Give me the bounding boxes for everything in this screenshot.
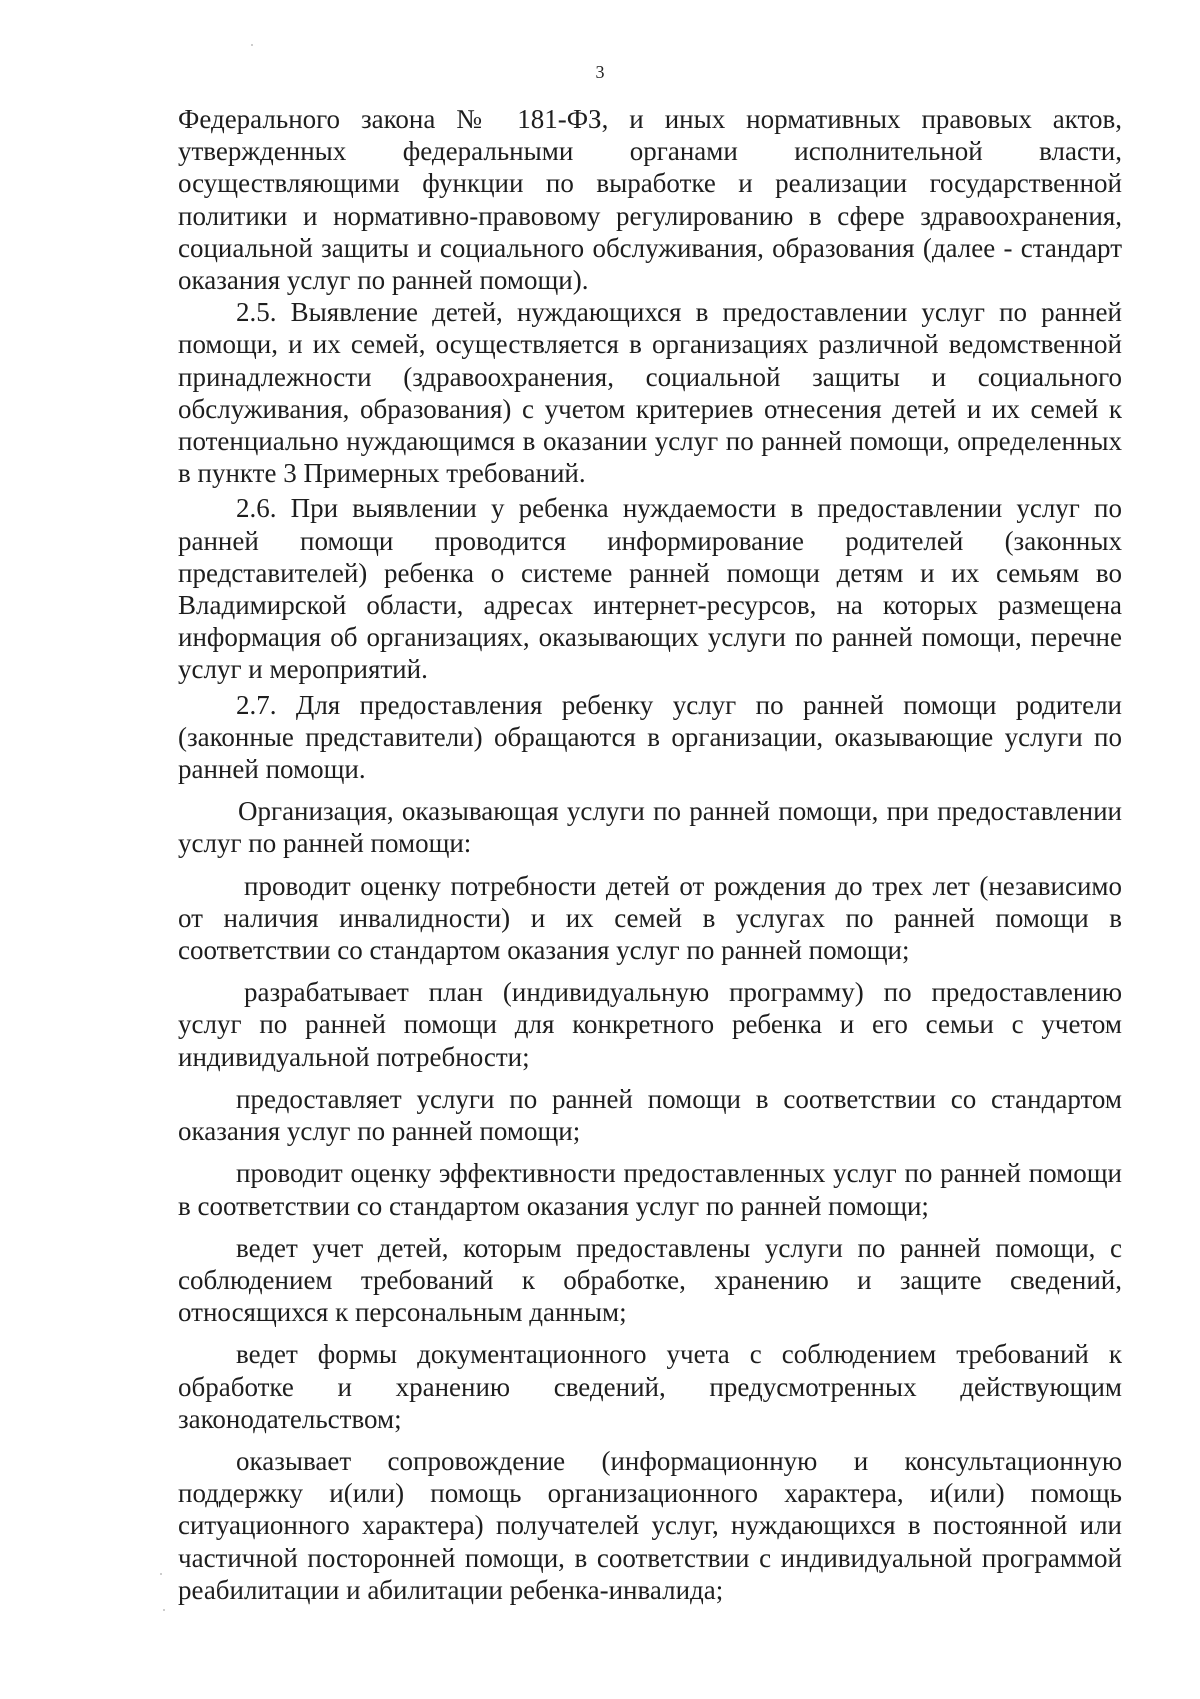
scan-speck [160, 1573, 162, 1575]
document-body [178, 103, 1122, 1606]
list-item-individual-plan: разрабатывает план (индивидуальную программу) по предоставлению услуг по ранней помощи для конкретного ребенка и его семьи с учетом индивидуальной потребности; [178, 977, 1122, 1072]
paragraph-2-7: 2.7. Для предоставления ребенку услуг по ранней помощи родители (законные представители) обращаются в организации, оказывающие услуги по ранней помощи. [178, 689, 1122, 785]
list-item-effectiveness-assessment: проводит оценку эффективности предоставленных услуг по ранней помощи в соответствии со стандартом оказания услуг по ранней помощи; [178, 1158, 1122, 1221]
scan-speck [163, 1609, 165, 1611]
paragraph-standard-definition: Федерального закона № 181-ФЗ, и иных нормативных правовых актов, утвержденных федеральными органами исполнительной власти, осуществляющими функции по выработке и реализации государственной политики и нормативно-правовому регулированию в сфере здравоохранения, социальной защиты и социального обслуживания, образования (далее - стандарт оказания услуг по ранней помощи). [178, 104, 1122, 296]
list-item-needs-assessment: проводит оценку потребности детей от рождения до трех лет (независимо от наличия инвалидности) и их семей в услугах по ранней помощи в соответствии со стандартом оказания услуг по ранней помощи; [178, 870, 1122, 966]
paragraph-2-6: 2.6. При выявлении у ребенка нуждаемости в предоставлении услуг по ранней помощи проводится информирование родителей (законных представителей) ребенка о системе ранней помощи детям и их семьям во Владимирской области, адресах интернет-ресурсов, на которых размещена информация об организациях, оказывающих услуги по ранней помощи, перечне услуг и мероприятий. [178, 493, 1122, 685]
list-item-support: оказывает сопровождение (информационную и консультационную поддержку и(или) помощь организационного характера, и(или) помощь ситуационного характера) получателей услуг, нуждающихся в постоянной или частичной посторонней помощи, в соответствии с индивидуальной программой реабилитации и абилитации ребенка-инвалида; [178, 1445, 1122, 1605]
scan-speck [251, 44, 253, 46]
paragraph-2-5: 2.5. Выявление детей, нуждающихся в предоставлении услуг по ранней помощи, и их семей, осуществляется в организациях различной ведомственной принадлежности (здравоохранения, социальной защиты и социального обслуживания, образования) с учетом критериев отнесения детей и их семей к потенциально нуждающимся в оказании услуг по ранней помощи, определенных в пункте 3 Примерных требований. [178, 297, 1122, 489]
list-item-child-registry: ведет учет детей, которым предоставлены услуги по ранней помощи, с соблюдением требований к обработке, хранению и защите сведений, относящихся к персональным данным; [178, 1232, 1122, 1328]
list-item-service-provision: предоставляет услуги по ранней помощи в соответствии со стандартом оказания услуг по ранней помощи; [178, 1083, 1122, 1147]
page-number: 3 [595, 62, 605, 82]
list-item-documentation-forms: ведет формы документационного учета с соблюдением требований к обработке и хранению сведений, предусмотренных действующим законодательством; [178, 1339, 1122, 1434]
paragraph-organization-intro: Организация, оказывающая услуги по ранней помощи, при предоставлении услуг по ранней помощи: [178, 796, 1122, 859]
